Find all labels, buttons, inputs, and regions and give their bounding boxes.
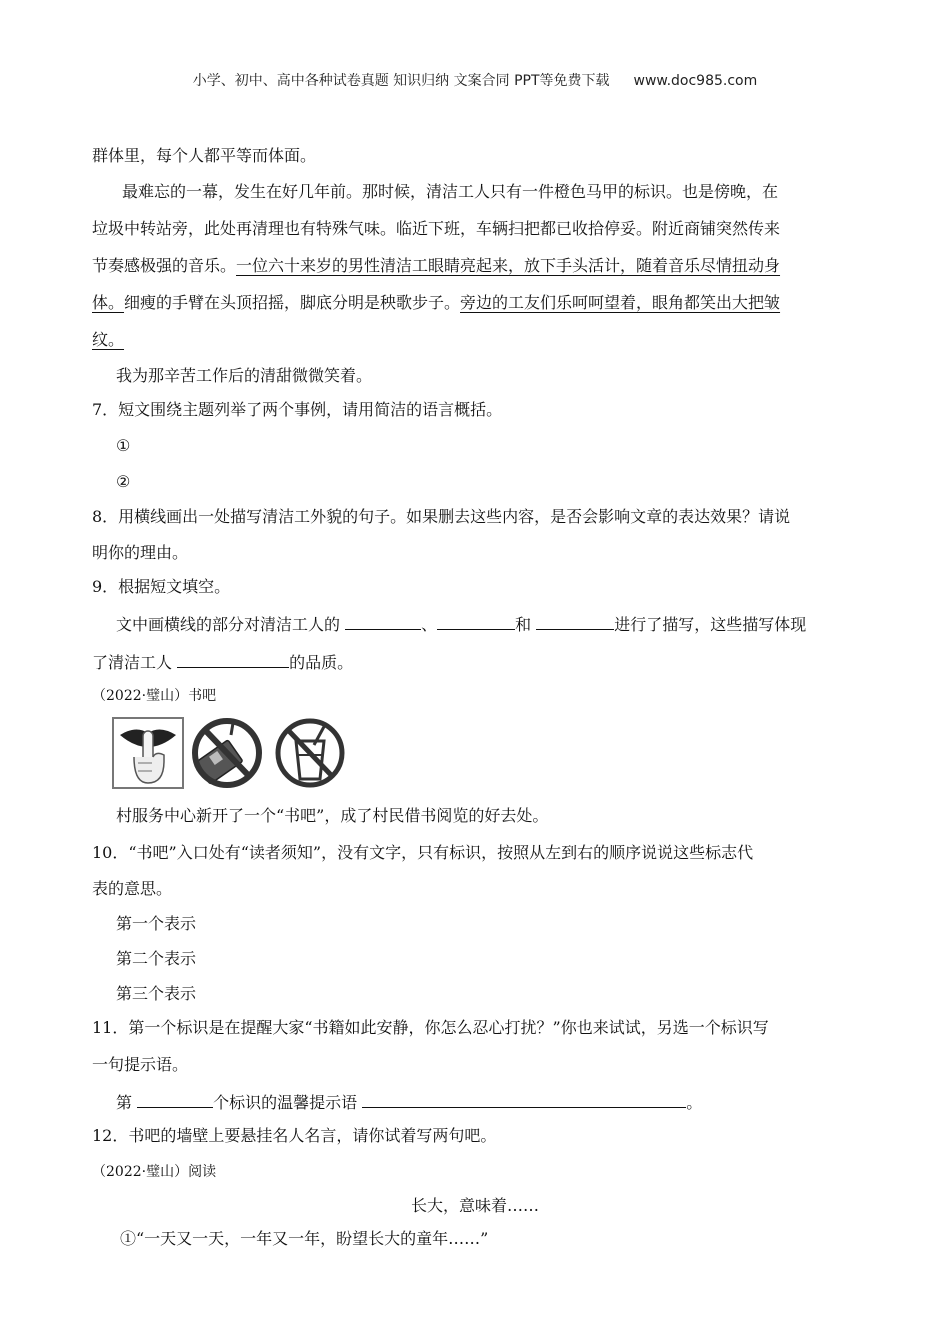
header-site-link[interactable]: www.doc985.com [633,73,758,89]
fill-text: 和 [515,615,532,634]
answer-first: 第一个表示 [116,914,197,933]
passage-text: 细瘦的手臂在头顶招摇，脚底分明是秧歌步子。 [124,293,461,312]
fill-text: 文中画横线的部分对清洁工人的 [116,615,341,634]
passage-line: 群体里，每个人都平等而体面。 [92,146,317,165]
question-10: 10．“书吧”入口处有“读者须知”，没有文字，只有标识，按照从左到右的顺序说说这些标志代 [92,843,754,862]
fill-blank[interactable] [345,613,421,630]
passage-line: 最难忘的一幕，发生在好几年前。那时候，清洁工人只有一件橙色马甲的标识。也是傍晚，在 [122,182,779,201]
question-11-fill-line [116,1091,702,1113]
fill-blank[interactable] [437,613,515,630]
underlined-sentence: 一位六十来岁的男性清洁工眼睛亮起来，放下手头活计，随着音乐尽情扭动身 [236,256,781,275]
question-8: 8．用横线画出一处描写清洁工外貌的句子。如果删去这些内容，是否会影响文章的表达效果？请说 [92,507,791,526]
underlined-sentence: 纹。 [92,330,125,349]
passage-line: 垃圾中转站旁，此处再清理也有特殊气味。临近下班，车辆扫把都已收拾停妥。附近商铺突然传来 [92,219,781,238]
fill-text: 了清洁工人 [92,653,173,672]
question-11-cont: 一句提示语。 [92,1055,189,1074]
no-drinks-icon [270,717,350,789]
answer-second: 第二个表示 [116,949,197,968]
question-10-cont: 表的意思。 [92,879,173,898]
question-11: 11．第一个标识是在提醒大家“书籍如此安静，你怎么忍心打扰？”你也来试试，另选一个标识写 [92,1018,769,1037]
underlined-sentence: 体。 [92,293,125,312]
section-source: （2022·璧山）阅读 [92,1164,217,1180]
page-header [0,70,950,90]
reading-paragraph: ①“一天又一天，一年又一年，盼望长大的童年……” [120,1229,489,1248]
passage-line [92,330,124,350]
question-9-fill-line [116,613,806,635]
fill-blank[interactable] [536,613,614,630]
underlined-sentence: 旁边的工友们乐呵呵望着，眼角都笑出大把皱 [460,293,781,312]
fill-text: 进行了描写，这些描写体现 [614,615,807,634]
no-phone-icon [189,717,265,789]
fill-text: 。 [686,1093,703,1112]
sign-strip [112,717,350,789]
question-9: 9．根据短文填空。 [92,577,231,596]
passage-line [92,256,780,276]
header-text: 小学、初中、高中各种试卷真题 知识归纳 文案合同 PPT等免费下载 [192,73,610,89]
section-intro: 村服务中心新开了一个“书吧”，成了村民借书阅览的好去处。 [116,806,549,825]
fill-text: 的品质。 [289,653,354,672]
fill-blank[interactable] [177,651,289,668]
answer-marker-1: ① [116,436,131,455]
fill-text: 个标识的温馨提示语 [213,1093,358,1112]
fill-blank[interactable] [137,1091,213,1108]
passage-line [92,293,780,313]
passage-text: 节奏感极强的音乐。 [92,256,237,275]
answer-marker-2: ② [116,472,131,491]
fill-text: 第 [116,1093,133,1112]
quiet-sign-icon [112,717,184,789]
section-source: （2022·璧山）书吧 [92,688,217,704]
fill-text: 、 [421,615,438,634]
reading-title: 长大，意味着…… [410,1196,539,1215]
passage-line: 我为那辛苦工作后的清甜微微笑着。 [116,366,373,385]
question-8-cont: 明你的理由。 [92,543,189,562]
question-7: 7．短文围绕主题列举了两个事例，请用简洁的语言概括。 [92,400,503,419]
question-9-fill-line [92,651,353,673]
fill-blank[interactable] [362,1091,686,1108]
answer-third: 第三个表示 [116,984,197,1003]
question-12: 12．书吧的墙壁上要悬挂名人名言，请你试着写两句吧。 [92,1126,497,1145]
